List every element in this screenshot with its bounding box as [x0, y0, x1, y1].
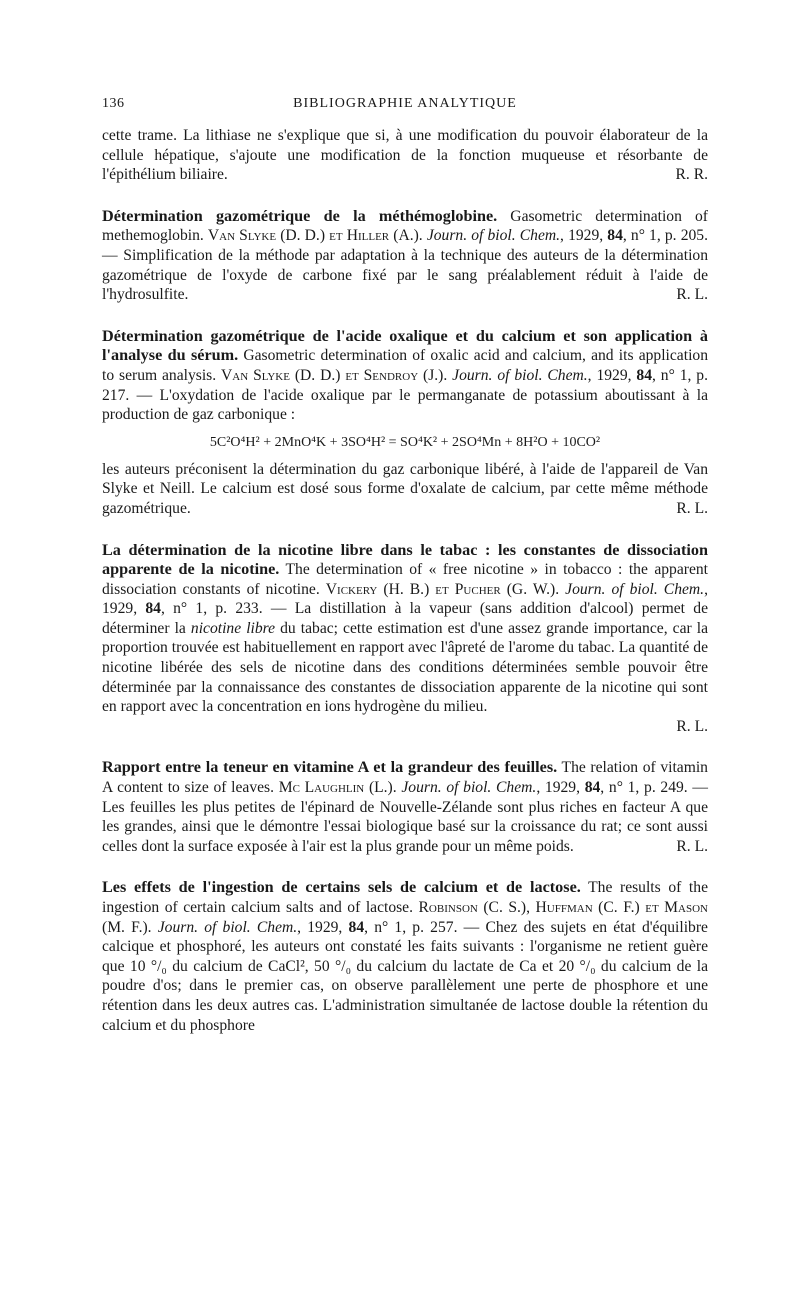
article-title: Rapport entre la teneur en vitamine A et la grandeur des feuilles.	[102, 758, 558, 777]
article-body: La distillation à la vapeur (sans addition d'alcool) permet de déterminer la	[102, 600, 708, 637]
article-journal: Journ. of biol. Chem.	[401, 779, 537, 797]
article-journal: Journ. of biol. Chem.	[426, 227, 561, 245]
article-title: La détermination de la nicotine libre dans le tabac : les constantes de dissociation apparente de la nicotine.	[102, 540, 708, 579]
running-header	[102, 96, 708, 126]
article-journal: Journ. of biol. Chem.	[565, 580, 705, 598]
article-body: L'oxydation de l'acide oxalique par le permanganate de potassium aboutissant à la production de gaz carbonique :	[102, 386, 708, 424]
article-english-title: The determination of « free nicotine » in tobacco : the apparent dissociation constants of nicotine.	[102, 561, 708, 598]
article-journal: Journ. of biol. Chem.	[157, 918, 298, 936]
article-body: Simplification de la méthode par adaptation à la technique des auteurs de la détermination gazométrique de l'oxyde de carbone fixé par le sang préalablement réduit à l'aide de l'hydrosulfite.	[102, 246, 708, 304]
article-oxalic-acid	[102, 327, 708, 519]
article-ref-volume: 84	[584, 779, 601, 797]
article-signature: R. L.	[676, 499, 708, 517]
article-ref-volume: 84	[348, 918, 365, 936]
intro-signature: R. R.	[675, 166, 708, 184]
article-body: Les feuilles les plus petites de l'épinard de Nouvelle-Zélande sont plus riches en facteur A que les grandes, ainsi que le démontre l'essai biologique basé sur la croissance du rat; ce sont aussi celles dont la surface exposée à l'air est la plus grande pour un même poids.	[102, 798, 708, 855]
article-ref-pages: , n° 1, p. 217. —	[102, 366, 708, 404]
article-nicotine	[102, 541, 708, 737]
article-body-continued: les auteurs préconisent la détermination du gaz carbonique libéré, à l'aide de l'appareil de Van Slyke et Neill. Le calcium est dosé sous forme d'oxalate de calcium, par cette même méthode gazométrique.	[102, 460, 708, 517]
article-english-title: The results of the ingestion of certain calcium salts and of lactose.	[102, 879, 708, 916]
article-title: Détermination gazométrique de l'acide oxalique et du calcium et son application à l'analyse du sérum.	[102, 326, 708, 365]
article-calcium-lactose	[102, 878, 708, 1035]
article-ref-year: , 1929,	[587, 366, 637, 384]
article-ref-pages: , n° 1, p. 205. —	[102, 227, 708, 264]
article-ref-volume: 84	[607, 227, 623, 245]
article-ref-pages: , n° 1, p. 233. —	[160, 600, 295, 618]
article-ref-volume: 84	[636, 366, 653, 384]
article-authors: Robinson (C. S.), Huffman (C. F.) et Mason (M. F.).	[102, 899, 708, 936]
article-english-title: Gasometric determination of methemoglobin.	[102, 207, 709, 245]
article-authors: Vickery (H. B.) et Pucher (G. W.).	[325, 580, 560, 598]
article-authors: Mc Laughlin (L.).	[278, 779, 397, 797]
article-body: Chez des sujets en état d'équilibre calcique et phosphoré, les auteurs ont constaté les faits suivants : l'organisme ne retient guère que 10 °/₀ du calcium de CaCl², 50 °/₀ du calcium du lactate de Ca et 20 °/₀ du calcium de la poudre d'os; dans le premier cas, on observe parallèlement une perte de phosphore et une rétention dans les deux autres cas. L'administration simultanée de lactose double la rétention du calcium et du phosphore	[102, 918, 708, 1034]
article-body-rest: du tabac; cette estimation est d'une assez grande importance, car la proportion trouvée est habituellement en rapport avec l'âpreté de l'arome du tabac. La quantité de nicotine libérée des sels de nicotine dans des conditions déterminées semble pouvoir être déterminée par la connaissance des constantes de dissociation apparente de la nicotine qui sont en rapport avec la concentration en ions hydrogène du milieu.	[102, 619, 708, 716]
article-body-italic: nicotine libre	[190, 619, 276, 637]
article-ref-volume: 84	[145, 600, 161, 618]
page-number: 136	[102, 96, 125, 111]
article-signature: R. L.	[676, 286, 708, 304]
article-journal: Journ. of biol. Chem.	[452, 366, 588, 384]
article-authors: Van Slyke (D. D.) et Sendroy (J.).	[221, 366, 448, 384]
article-signature: R. L.	[676, 837, 708, 855]
article-vitamin-a	[102, 758, 708, 856]
article-ref-year: , 1929,	[560, 227, 608, 245]
article-authors: Van Slyke (D. D.) et Hiller (A.).	[207, 227, 423, 245]
article-ref-year: , 1929,	[297, 918, 349, 936]
article-ref-year: , 1929,	[102, 580, 708, 618]
article-title: Les effets de l'ingestion de certains sels de calcium et de lactose.	[102, 878, 581, 897]
article-signature: R. L.	[676, 717, 708, 735]
article-title: Détermination gazométrique de la méthémoglobine.	[102, 206, 498, 225]
intro-text: cette trame. La lithiase ne s'explique que si, à une modification du pouvoir élaborateur de la cellule hépatique, s'ajoute une modification de la fonction muqueuse et résorbante de l'épithélium biliaire.	[102, 127, 708, 184]
chemical-equation: 5C²O⁴H² + 2MnO⁴K + 3SO⁴H² = SO⁴K² + 2SO⁴Mn + 8H²O + 10CO²	[209, 434, 601, 450]
article-english-title: The relation of vitamin A content to size of leaves.	[102, 759, 708, 797]
intro-paragraph	[102, 126, 708, 185]
article-ref-pages: , n° 1, p. 249. —	[600, 779, 708, 797]
article-ref-year: , 1929,	[536, 779, 585, 797]
article-english-title: Gasometric determination of oxalic acid and calcium, and its application to serum analysis.	[102, 347, 708, 384]
article-ref-pages: , n° 1, p. 257. —	[364, 918, 486, 936]
article-methemoglobin	[102, 207, 708, 305]
running-title: BIBLIOGRAPHIE ANALYTIQUE	[293, 96, 517, 111]
